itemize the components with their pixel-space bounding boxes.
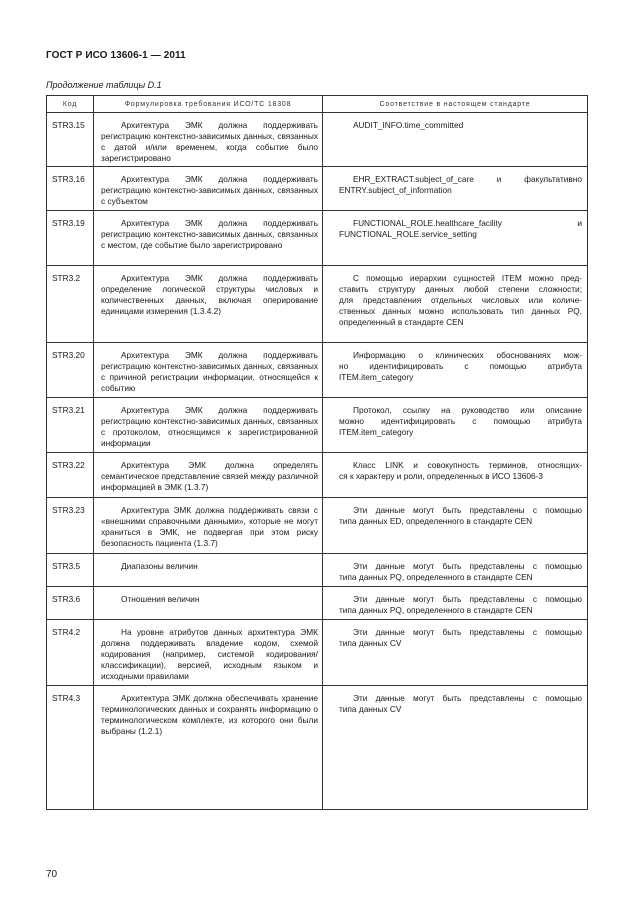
match-line: Информацию о клинических обоснованиях мож-	[353, 350, 582, 360]
row-match	[323, 498, 588, 554]
match-line: ставить структуру данных любой степени сложности;	[339, 284, 582, 294]
match-line: Протокол, ссылку на руководство или описание	[353, 405, 582, 415]
column-header-code: Код	[47, 96, 94, 113]
column-header-match: Соответствие в настоящем стандарте	[323, 96, 588, 113]
match-line: Эти данные могут быть представлены с помощью	[353, 561, 582, 571]
requirements-table	[46, 95, 588, 810]
row-requirement: Архитектура ЭМК должна поддерживать регистрацию контекстно-зависимых данных, связанных с причиной регистрации информации, относящейся к событию	[94, 343, 323, 398]
match-line: ся к характеру и роли, определенных в ИСО 13606-3	[339, 471, 543, 481]
match-line: Эти данные могут быть представлены с помощью	[353, 693, 582, 703]
row-requirement: Архитектура ЭМК должна поддерживать определение логической структуры числовых и количественных данных, включая оперирование единицами измерения (1.3.4.2)	[94, 266, 323, 343]
match-line: типа данных ED, определенного в стандарте CEN	[339, 516, 533, 526]
row-code: STR3.22	[47, 453, 94, 498]
match-line: ENTRY.subject_of_information	[339, 185, 452, 195]
table-row	[47, 211, 588, 266]
row-match	[323, 587, 588, 620]
row-requirement: Архитектура ЭМК должна поддерживать связи с «внешними справочными данными», которые не могут храниться в ЭМК, не подвергая при этом риску безопасность пациента (1.3.7)	[94, 498, 323, 554]
match-line: можно идентифицировать с помощью атрибута	[339, 416, 582, 426]
column-header-requirement: Формулировка требования ИСО/ТС 18308	[94, 96, 323, 113]
row-code: STR4.3	[47, 686, 94, 810]
table-header-row	[47, 96, 588, 113]
row-match	[323, 453, 588, 498]
row-requirement: Архитектура ЭМК должна поддерживать регистрацию контекстно-зависимых данных, связанных с субъектом	[94, 167, 323, 211]
match-line: но идентифицировать с помощью атрибута	[339, 361, 582, 371]
row-requirement: Отношения величин	[94, 587, 323, 620]
match-line: FUNCTIONAL_ROLE.service_setting	[339, 229, 477, 239]
table-row	[47, 620, 588, 686]
table-row	[47, 554, 588, 587]
match-line: Эти данные могут быть представлены с помощью	[353, 594, 582, 604]
table-row	[47, 113, 588, 167]
table-row	[47, 343, 588, 398]
row-match	[323, 113, 588, 167]
row-code: STR3.6	[47, 587, 94, 620]
table-row	[47, 587, 588, 620]
row-match	[323, 554, 588, 587]
row-match	[323, 266, 588, 343]
table-row	[47, 266, 588, 343]
row-code: STR3.20	[47, 343, 94, 398]
row-requirement: Диапазоны величин	[94, 554, 323, 587]
row-match	[323, 686, 588, 810]
match-line: типа данных CV	[339, 638, 402, 648]
match-line: Класс LINK и совокупность терминов, относящих-	[353, 460, 582, 470]
row-requirement: Архитектура ЭМК должна определять семантическое представление связей между различной информацией в ЭМК (1.3.7)	[94, 453, 323, 498]
match-line: типа данных CV	[339, 704, 402, 714]
row-match	[323, 167, 588, 211]
match-line: ITEM.item_category	[339, 427, 414, 437]
row-requirement: Архитектура ЭМК должна поддерживать регистрацию контекстно-зависимых данных, связанных с протоколом, относящимся к зарегистрированной информации	[94, 398, 323, 453]
match-line: определенный в стандарте CEN	[339, 317, 464, 327]
table-row	[47, 498, 588, 554]
row-code: STR3.2	[47, 266, 94, 343]
row-requirement: Архитектура ЭМК должна поддерживать регистрацию контекстно-зависимых данных, связанных с датой и/или временем, когда событие было зарегистрировано	[94, 113, 323, 167]
table-row	[47, 686, 588, 810]
table-row	[47, 453, 588, 498]
document-header: ГОСТ Р ИСО 13606-1 — 2011	[46, 50, 186, 61]
row-code: STR3.5	[47, 554, 94, 587]
row-requirement: Архитектура ЭМК должна обеспечивать хранение терминологических данных и сохранять информацию о терминологическом комплекте, из которого они были выбраны (1.2.1)	[94, 686, 323, 810]
table-row	[47, 398, 588, 453]
match-line: AUDIT_INFO.time_committed	[353, 120, 464, 130]
match-line: ITEM.item_category	[339, 372, 414, 382]
row-code: STR3.23	[47, 498, 94, 554]
row-match	[323, 398, 588, 453]
match-line: типа данных PQ, определенного в стандарте CEN	[339, 572, 533, 582]
match-line: для представления отдельных числовых или количе-	[339, 295, 582, 305]
match-line: ственных данных можно использовать тип данных PQ,	[339, 306, 582, 316]
match-line: Эти данные могут быть представлены с помощью	[353, 627, 582, 637]
table-caption: Продолжение таблицы D.1	[46, 80, 162, 90]
page-number: 70	[46, 869, 58, 880]
match-line: типа данных PQ, определенного в стандарте CEN	[339, 605, 533, 615]
row-code: STR3.15	[47, 113, 94, 167]
match-line: FUNCTIONAL_ROLE.healthcare_facility и	[353, 218, 582, 228]
table-row	[47, 167, 588, 211]
row-code: STR3.21	[47, 398, 94, 453]
row-match	[323, 620, 588, 686]
row-code: STR3.16	[47, 167, 94, 211]
match-line: Эти данные могут быть представлены с помощью	[353, 505, 582, 515]
row-code: STR4.2	[47, 620, 94, 686]
row-match	[323, 343, 588, 398]
row-match	[323, 211, 588, 266]
match-line: С помощью иерархии сущностей ITEM можно пред-	[353, 273, 582, 283]
row-requirement: На уровне атрибутов данных архитектура ЭМК должна поддерживать владение кодом, схемой кодирования (например, системой кодирования/классификации), версией, исходным языком и исходными правилами	[94, 620, 323, 686]
match-line: EHR_EXTRACT.subject_of_care и факультативно	[353, 174, 582, 184]
row-code: STR3.19	[47, 211, 94, 266]
row-requirement: Архитектура ЭМК должна поддерживать регистрацию контекстно-зависимых данных, связанных с местом, где событие было зарегистрировано	[94, 211, 323, 266]
